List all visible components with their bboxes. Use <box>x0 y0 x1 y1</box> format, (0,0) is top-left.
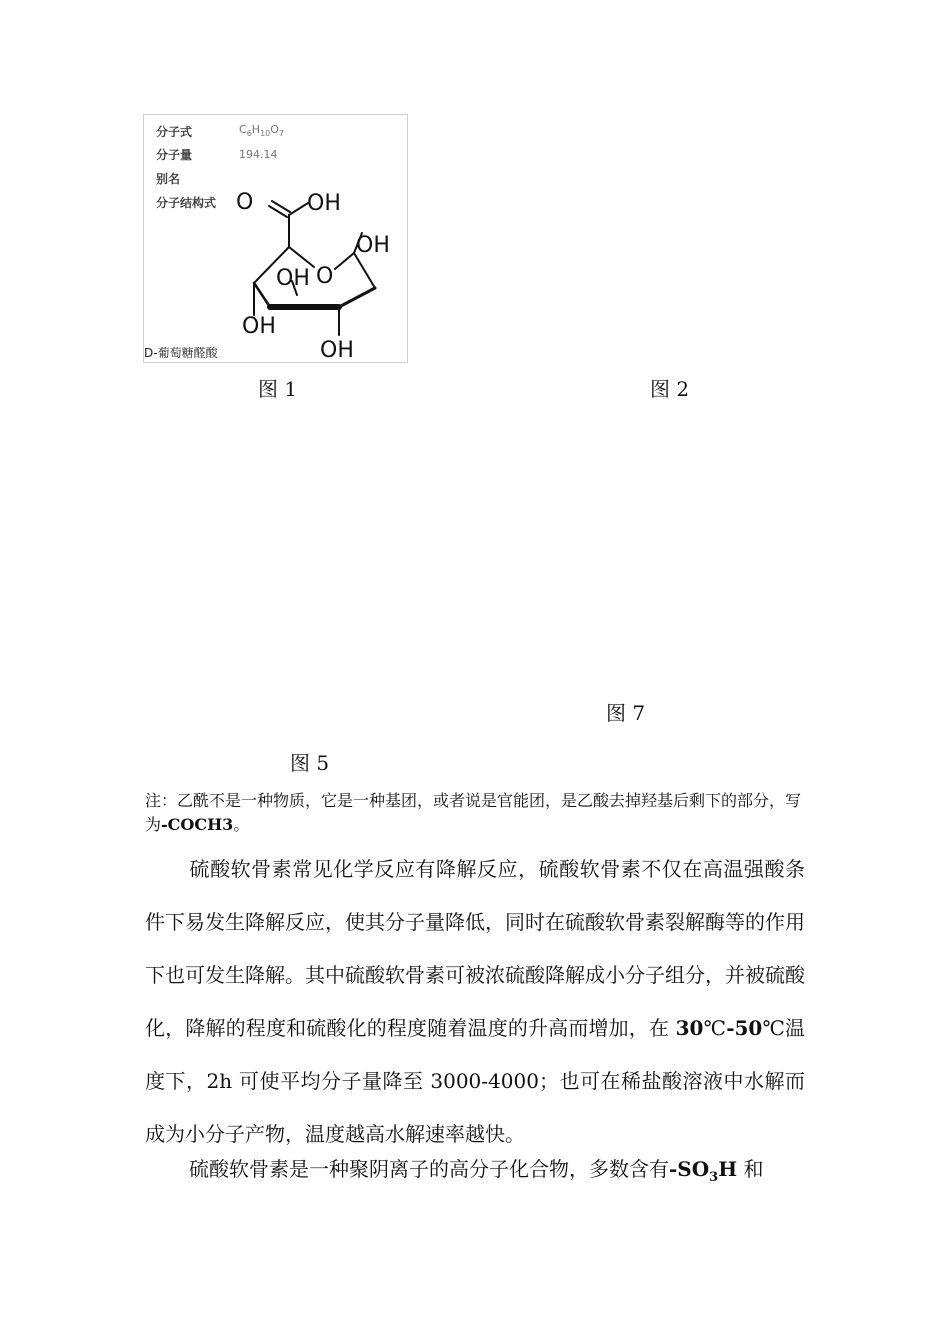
c1-c2-bond <box>354 253 375 288</box>
acid-oh-label: OH <box>307 191 341 216</box>
c3-oh-label: OH <box>276 266 310 291</box>
weight-value: 194.14 <box>239 148 278 161</box>
alias-label: 别名 <box>156 172 181 186</box>
paragraph-polyanion: 硫酸软骨素是一种聚阴离子的高分子化合物，多数含有$-SO_3H$ 和 <box>189 1157 764 1185</box>
paragraph-degradation: 硫酸软骨素常见化学反应有降解反应，硫酸软骨素不仅在高温强酸条件下易发生降解反应，使其分子量降低，同时在硫酸软骨素裂解酶等的作用下也可发生降解。其中硫酸软骨素可被浓硫酸降解成小分子组分，并被硫酸化，降解的程度和硫酸化的程度随着温度的升高而增加，在 30℃-50℃温度下，2h 可使平均分子量降至 3000-4000；也可在稀盐酸溶液中水解而成为小分子产物，温度越高水解速率越快。 <box>145 857 806 1146</box>
c4-oh-label: OH <box>242 314 276 339</box>
c2-oh-label: OH <box>320 338 354 363</box>
note-acetyl: 注：乙酰不是一种物质，它是一种基团，或者说是官能团，是乙酸去掉羟基后剩下的部分，写为-COCH3。 <box>145 791 802 834</box>
carbonyl-o-label: O <box>236 190 254 215</box>
glucuronic-acid-structure <box>232 185 407 363</box>
caption-figure-7: 图 7 <box>606 701 646 725</box>
formula-label: 分子式 <box>156 125 193 139</box>
caption-figure-1: 图 1 <box>258 377 298 401</box>
figure-1-image <box>143 114 408 363</box>
c5-ring-o-bond <box>289 247 314 267</box>
note-formula: -COCH3 <box>161 815 234 834</box>
compound-name: D-葡萄糖醛酸 <box>144 346 218 360</box>
ring-o-label: O <box>316 264 334 289</box>
c2-c1-bond <box>339 288 375 307</box>
caption-figure-5: 图 5 <box>290 751 330 775</box>
c4-c3-bond <box>254 283 270 307</box>
caption-figure-2: 图 2 <box>650 377 690 401</box>
ring-o-c1-bond <box>335 253 354 269</box>
c1-oh-label: OH <box>356 233 390 258</box>
acid-oh-bond <box>289 203 308 215</box>
formula-value: $C_6H_{10}O_7$ <box>239 123 285 139</box>
structure-label: 分子结构式 <box>156 196 217 210</box>
weight-label: 分子量 <box>156 148 193 162</box>
